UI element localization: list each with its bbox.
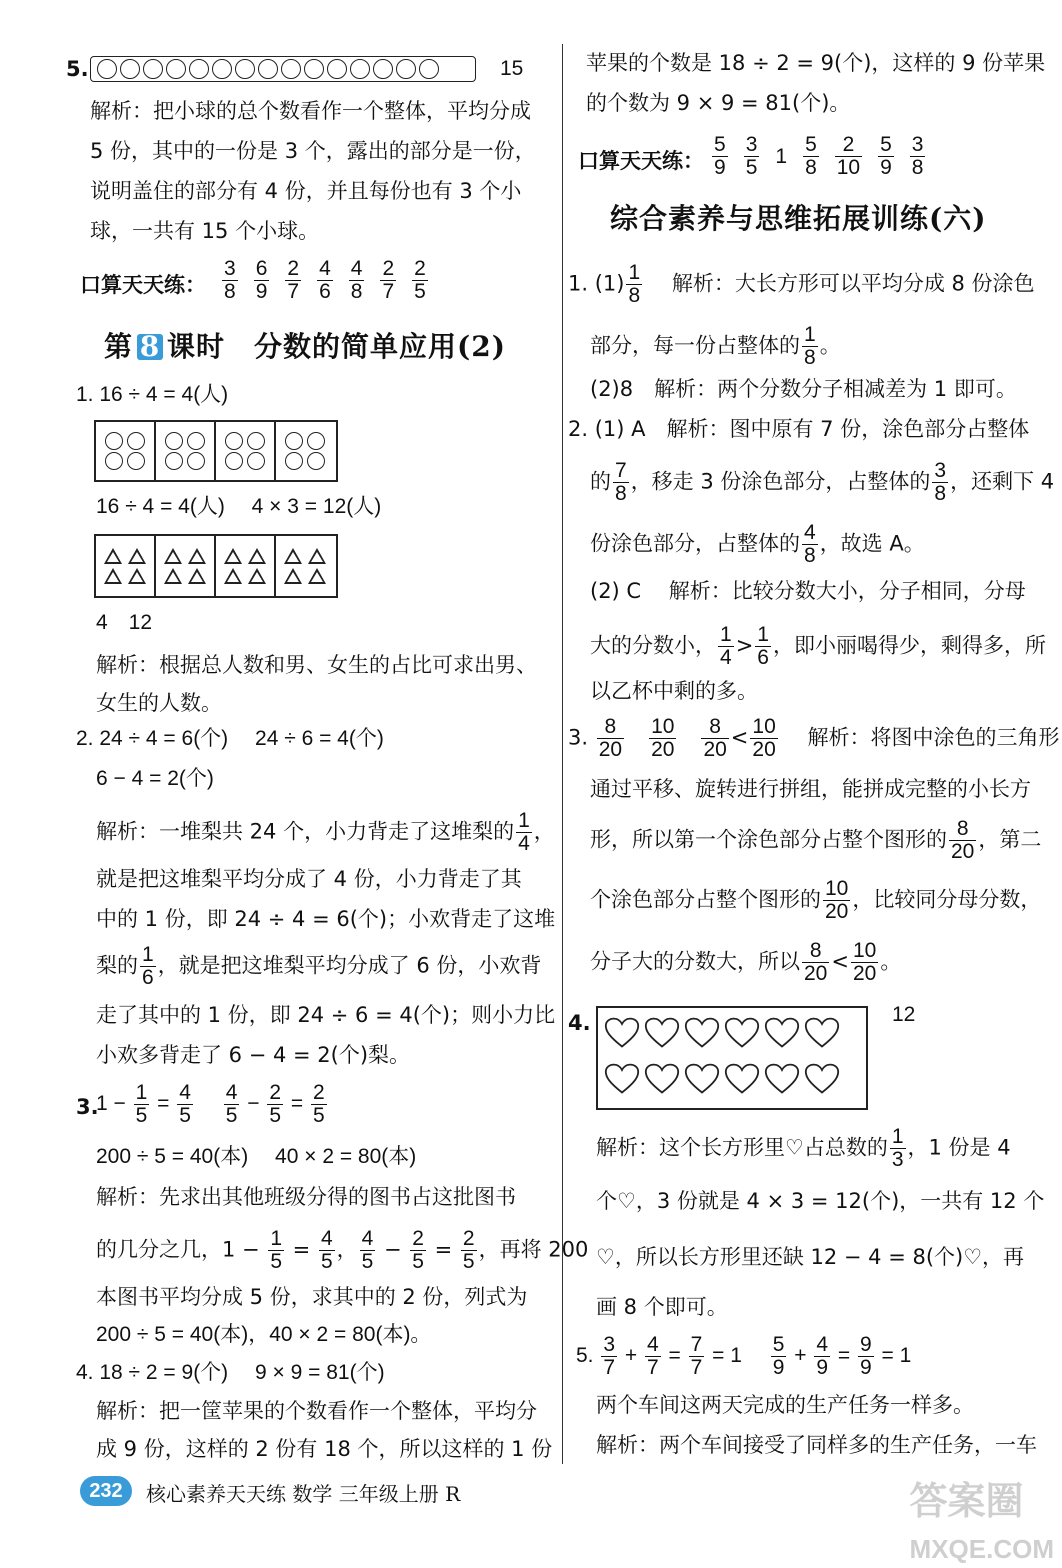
s2-line-1: 2. (1) A 解析：图中原有 7 份，涂色部分占整体 <box>568 417 1030 441</box>
ball-strip <box>90 56 476 82</box>
q5-number: 5. <box>66 57 89 81</box>
watermark-logo: 答案圈 MXQE.COM <box>909 1481 1054 1564</box>
oral-fraction: $\frac{6}{9}$ <box>255 257 268 303</box>
s4-exp-4: 画 8 个即可。 <box>596 1295 728 1319</box>
q3-exp-3: 本图书平均分成 5 份，求其中的 2 份，列式为 <box>96 1285 528 1309</box>
heart-icon <box>684 1060 720 1098</box>
s5-exp: 解析：两个车间接受了同样多的生产任务，一车 <box>596 1433 1037 1457</box>
oral-fraction: $\frac{3}{8}$ <box>224 257 236 303</box>
heart-icon <box>724 1014 760 1052</box>
s3-exp-3: 个涂色部分占整个图形的 $\frac{10}{20}$ ，比较同分母分数， <box>590 877 1042 923</box>
heart-icon <box>804 1060 840 1098</box>
oral-fraction: $\frac{5}{9}$ <box>714 133 726 179</box>
circle-grid <box>94 420 338 482</box>
oral-fraction: $\frac{3}{5}$ <box>745 133 758 179</box>
s2-line-5: 大的分数小， $\frac{1}{4}$ > $\frac{1}{6}$ ，即小丽喝得少，剩得多，所 <box>590 623 1046 669</box>
q5-answer: 15 <box>500 57 524 80</box>
heart-icon <box>644 1060 680 1098</box>
s1-exp-2: 部分，每一份占整体的 $\frac{1}{8}$ 。 <box>590 323 841 369</box>
oral-fractions-left <box>214 258 436 303</box>
q4-exp-2: 成 9 份，这样的 2 份有 18 个，所以这样的 1 份 <box>96 1437 553 1461</box>
q5-exp-1: 解析：把小球的总个数看作一个整体，平均分成 <box>90 99 531 123</box>
heart-icon <box>764 1014 800 1052</box>
s4-answer: 12 <box>892 1003 916 1026</box>
s2-line-2: 的 $\frac{7}{8}$ ，移走 3 份涂色部分，占整体的 $\frac{3}{8}$ ，还剩下 4 <box>590 459 1055 505</box>
heart-icon <box>604 1014 640 1052</box>
s3-exp-2: 形，所以第一个涂色部分占整个图形的 $\frac{8}{20}$ ，第二 <box>590 817 1042 863</box>
oral-fraction: $\frac{3}{8}$ <box>911 133 924 179</box>
s4-exp-1: 解析：这个长方形里♡占总数的 $\frac{1}{3}$ ，1 份是 4 <box>596 1125 1011 1171</box>
oral-label-right: 口算天天练： <box>578 149 704 173</box>
lesson-title: 第 8 课时 分数的简单应用(2) <box>104 330 506 363</box>
q3-number: 3. <box>76 1095 99 1119</box>
heart-grid <box>596 1006 868 1110</box>
r-cont-1: 苹果的个数是 18 ÷ 2 = 9(个)，这样的 9 份苹果 <box>586 51 1046 75</box>
heart-icon <box>804 1014 840 1052</box>
oral-fraction: $\frac{5}{9}$ <box>880 133 892 179</box>
s4-exp-3: ♡，所以长方形里还缺 12 − 4 = 8(个)♡，再 <box>596 1245 1025 1269</box>
s5-text: 两个车间这两天完成的生产任务一样多。 <box>596 1393 974 1417</box>
s1-answer: 1. (1) $\frac{1}{8}$ 解析：大长方形可以平均分成 8 份涂色 <box>568 261 1035 307</box>
q1-line-2: 16 ÷ 4 = 4(人) 4 × 3 = 12(人) <box>96 495 382 518</box>
q2-exp-4: 梨的 $\frac{1}{6}$ ，就是把这堆梨平均分成了 6 份，小欢背 <box>96 943 542 989</box>
s4-number: 4. <box>568 1011 591 1035</box>
r-cont-2: 的个数为 9 × 9 = 81(个)。 <box>586 91 851 115</box>
q2-exp-6: 小欢多背走了 6 − 4 = 2(个)梨。 <box>96 1043 411 1067</box>
q3-exp-4: 200 ÷ 5 = 40(本)，40 × 2 = 80(本)。 <box>96 1323 432 1346</box>
q4-line-1: 4. 18 ÷ 2 = 9(个) 9 × 9 = 81(个) <box>76 1361 385 1384</box>
q2-exp-5: 走了其中的 1 份，即 24 ÷ 6 = 4(个)；则小力比 <box>96 1003 556 1027</box>
q3-exp-2: 的几分之几，1 − $\frac{1}{5}$ = $\frac{4}{5}$ ， $\frac{4}{5}$ − $\frac{2}{5}$ = $\frac{2}{5}$ ，再将 200 <box>96 1227 589 1273</box>
q3-equation: 1 − $\frac{1}{5}$ = $\frac{4}{5}$ $\frac{4}{5}$ − $\frac{2}{5}$ = $\frac{2}{5}$ <box>96 1081 325 1127</box>
q5-exp-4: 球，一共有 15 个小球。 <box>90 219 320 243</box>
q1-exp-2: 女生的人数。 <box>96 691 222 715</box>
heart-icon <box>684 1014 720 1052</box>
oral-fraction: $\frac{2}{10}$ <box>836 133 861 179</box>
q5-exp-3: 说明盖住的部分有 4 份，并且每份也有 3 个小 <box>90 179 522 203</box>
heart-icon <box>764 1060 800 1098</box>
oral-item: 1 <box>775 144 788 168</box>
q4-exp-1: 解析：把一筐苹果的个数看作一个整体，平均分 <box>96 1399 537 1423</box>
s1-part-2: (2)8 解析：两个分数分子相减差为 1 即可。 <box>590 377 1017 401</box>
heart-icon <box>604 1060 640 1098</box>
oral-fraction: $\frac{4}{8}$ <box>350 257 363 303</box>
q2-exp-1: 解析：一堆梨共 24 个，小力背走了这堆梨的 $\frac{1}{4}$ ， <box>96 809 555 855</box>
q2-line-2: 6 − 4 = 2(个) <box>96 767 214 790</box>
q1-line-3: 4 12 <box>96 611 153 634</box>
q5-exp-2: 5 份，其中的一份是 3 个，露出的部分是一份， <box>90 139 536 163</box>
page-number-badge: 232 <box>80 1476 132 1506</box>
oral-label-left: 口算天天练： <box>80 273 206 297</box>
q1-line-1: 1. 16 ÷ 4 = 4(人) <box>76 383 229 406</box>
q2-exp-3: 中的 1 份，即 24 ÷ 4 = 6(个)；小欢背走了这堆 <box>96 907 556 931</box>
s3-answer: 3. $\frac{8}{20}$ $\frac{10}{20}$ $\frac{8}{20}$ < $\frac{10}{20}$ 解析：将图中涂色的三角形 <box>568 715 1060 761</box>
s3-exp-4: 分子大的分数大，所以 $\frac{8}{20}$ < $\frac{10}{20}$ 。 <box>590 939 902 985</box>
q3-exp-1: 解析：先求出其他班级分得的图书占这批图书 <box>96 1185 516 1209</box>
oral-fractions-right <box>704 134 933 179</box>
section-title: 综合素养与思维拓展训练(六) <box>610 202 987 235</box>
oral-fraction: $\frac{2}{5}$ <box>414 257 426 303</box>
triangle-grid <box>94 534 338 598</box>
s4-exp-2: 个♡，3 份就是 4 × 3 = 12(个)，一共有 12 个 <box>596 1189 1045 1213</box>
q1-exp-1: 解析：根据总人数和男、女生的占比可求出男、 <box>96 653 537 677</box>
q2-exp-2: 就是把这堆梨平均分成了 4 份，小力背走了其 <box>96 867 522 891</box>
heart-icon <box>724 1060 760 1098</box>
oral-fraction: $\frac{4}{6}$ <box>319 257 331 303</box>
s5-equation: 5. $\frac{3}{7}$ + $\frac{4}{7}$ = $\frac{7}{7}$ = 1 $\frac{5}{9}$ + $\frac{4}{9}$ = $\frac{9}{9}$ = 1 <box>576 1333 912 1379</box>
s2-line-4: (2) C 解析：比较分数大小，分子相同，分母 <box>590 579 1026 603</box>
heart-icon <box>644 1014 680 1052</box>
oral-fraction: $\frac{2}{7}$ <box>382 257 395 303</box>
s3-exp-1: 通过平移、旋转进行拼组，能拼成完整的小长方 <box>590 777 1031 801</box>
q3-line-2: 200 ÷ 5 = 40(本) 40 × 2 = 80(本) <box>96 1145 417 1168</box>
book-title-footer: 核心素养天天练 数学 三年级上册 R <box>146 1482 461 1506</box>
oral-fraction: $\frac{2}{7}$ <box>287 257 300 303</box>
oral-fraction: $\frac{5}{8}$ <box>805 133 817 179</box>
q2-line-1: 2. 24 ÷ 4 = 6(个) 24 ÷ 6 = 4(个) <box>76 727 384 750</box>
s2-line-3: 份涂色部分，占整体的 $\frac{4}{8}$ ，故选 A。 <box>590 521 925 567</box>
s2-line-6: 以乙杯中剩的多。 <box>590 679 758 703</box>
